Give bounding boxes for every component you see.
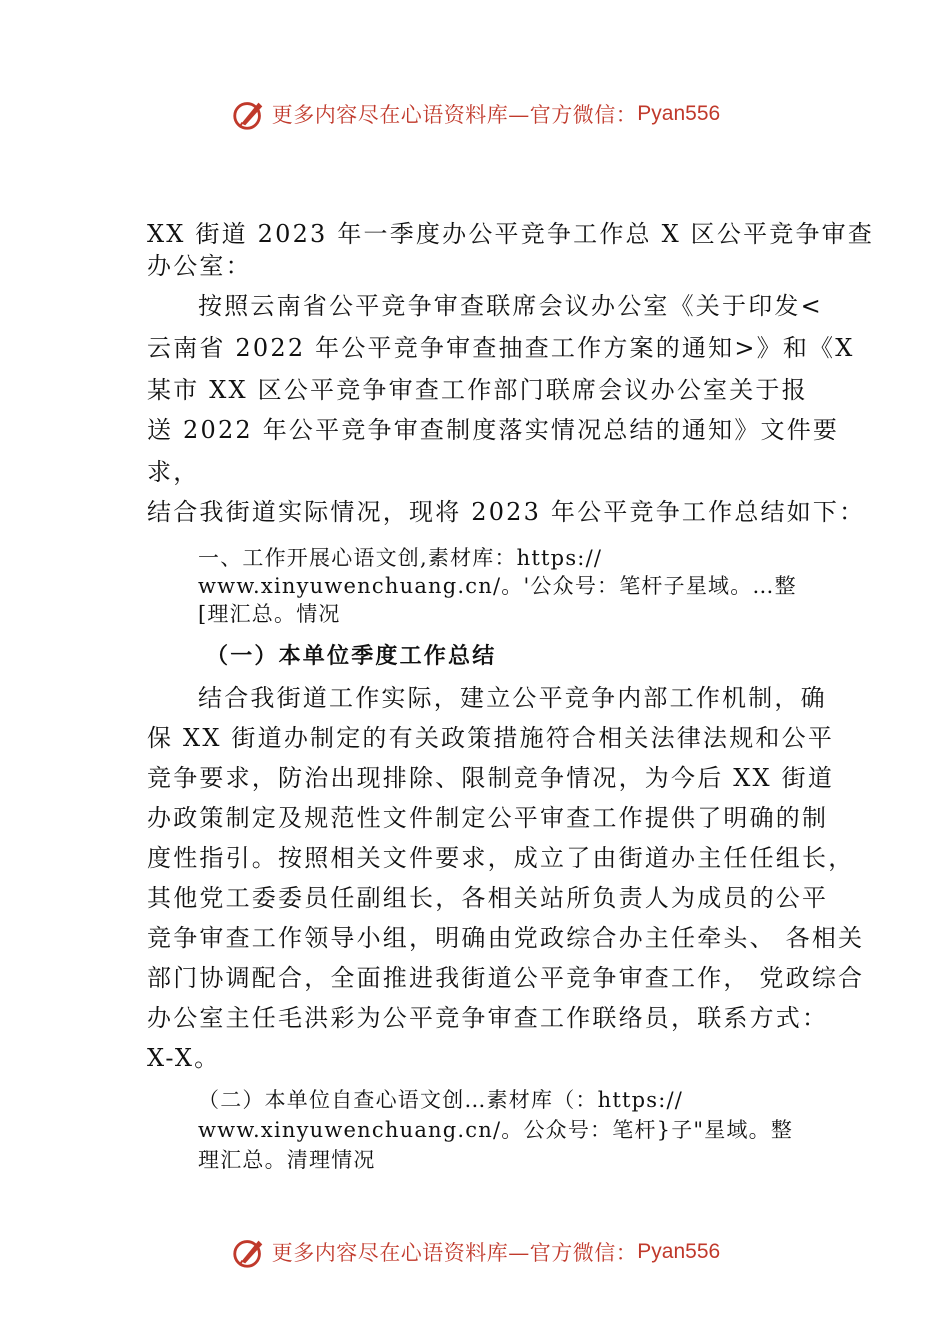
body-line: 保 XX 街道办制定的有关政策措施符合相关法律法规和公平 <box>147 724 835 752</box>
watermark-text: 更多内容尽在心语资料库—官方微信： <box>271 1241 638 1265</box>
body-line: 其他党工委委员任副组长，各相关站所负责人为成员的公平 <box>147 884 829 912</box>
intro-line: 送 2022 年公平竞争审查制度落实情况总结的通知》文件要 <box>147 416 840 444</box>
section1-line: [理汇总。情况 <box>198 602 341 626</box>
body-line: 竞争要求，防治出现排除、限制竞争情况，为今后 XX 街道 <box>147 764 835 792</box>
section1-line: www.xinyuwenchuang.cn/。'公众号：笔杆子星域。…整 <box>198 574 797 598</box>
intro-line: 云南省 2022 年公平竞争审查抽查工作方案的通知>》和《X <box>147 334 855 362</box>
body-line: 部门协调配合，全面推进我街道公平竞争审查工作， 党政综合 <box>147 964 865 992</box>
watermark-wechat: Pyan556 <box>637 1240 721 1263</box>
intro-line: 求， <box>147 458 200 486</box>
feather-pen-logo-icon <box>230 1233 268 1271</box>
body-line: X-X。 <box>147 1044 221 1072</box>
body-line: 结合我街道工作实际，建立公平竞争内部工作机制，确 <box>198 684 827 712</box>
watermark-wechat: Pyan556 <box>637 102 721 125</box>
body-line: 办公室主任毛洪彩为公平竞争审查工作联络员，联系方式： <box>147 1004 829 1032</box>
section1-line: 一、工作开展心语文创,素材库：https:// <box>198 546 603 570</box>
subsection1-title: （一）本单位季度工作总结 <box>206 643 497 669</box>
intro-line: 某市 XX 区公平竞争审查工作部门联席会议办公室关于报 <box>147 376 808 404</box>
subsection2-line: 理汇总。清理情况 <box>198 1148 376 1172</box>
body-line: 竞争审查工作领导小组，明确由党政综合办主任牵头、 各相关 <box>147 924 865 952</box>
body-line: 度性指引。按照相关文件要求，成立了由街道办主任任组长， <box>147 844 855 872</box>
watermark-banner-bottom <box>0 1232 950 1272</box>
doc-title-line-1: XX 街道 2023 年一季度办公平竞争工作总 X 区公平竞争审查 <box>147 220 875 248</box>
body-line: 办政策制定及规范性文件制定公平审查工作提供了明确的制 <box>147 804 829 832</box>
subsection2-line: （二）本单位自查心语文创…素材库（：https:// <box>198 1088 684 1112</box>
intro-line: 结合我街道实际情况，现将 2023 年公平竞争工作总结如下： <box>147 498 866 526</box>
subsection2-line: www.xinyuwenchuang.cn/。公众号：笔杆}子"星域。整 <box>198 1118 794 1142</box>
watermark-text: 更多内容尽在心语资料库—官方微信： <box>271 103 638 127</box>
doc-title-line-2: 办公室： <box>147 252 252 280</box>
intro-line: 按照云南省公平竞争审查联席会议办公室《关于印发< <box>198 292 823 320</box>
